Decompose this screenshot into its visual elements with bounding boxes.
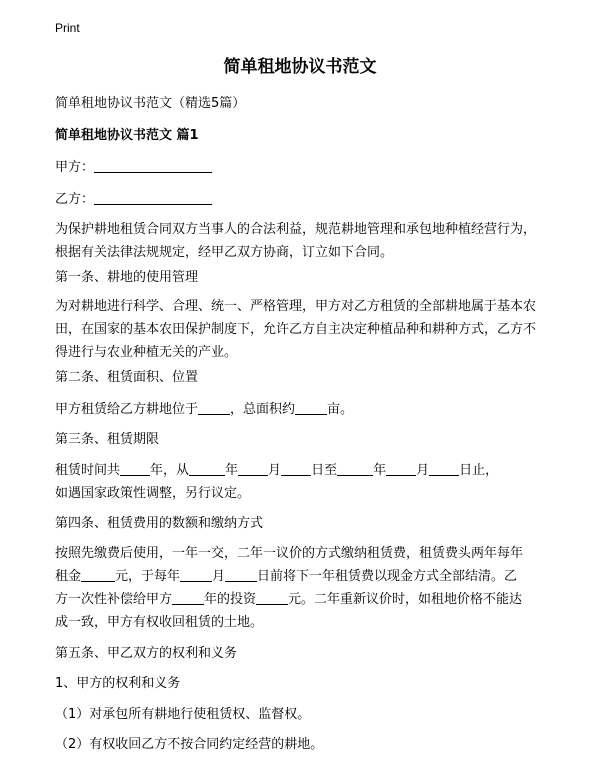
end-day-blank <box>429 461 459 476</box>
article-3-line-1 <box>55 459 547 482</box>
print-link[interactable]: Print <box>55 21 80 35</box>
article-2-title: 第二条、租赁面积、位置 <box>55 370 199 385</box>
fee-text-7: 元。二年重新议价时，如租地价格不能达 <box>288 592 523 607</box>
comp-years-blank <box>172 590 204 605</box>
party-a-blank <box>94 158 212 173</box>
article-1-title: 第一条、耕地的使用管理 <box>55 270 199 285</box>
list-item: （1）对承包所有耕地行使租赁权、监督权。 <box>55 707 311 722</box>
term-text-5: 日至 <box>311 463 338 478</box>
fee-text-6: 年的投资 <box>204 592 257 607</box>
term-text-7: 月 <box>416 463 430 478</box>
term-years-blank <box>120 461 150 476</box>
article-3-line-2: 如遇国家政策性调整，另行议定。 <box>55 486 251 501</box>
fee-text-3: 月 <box>212 569 226 584</box>
party-b-blank <box>94 190 212 205</box>
area-blank <box>295 400 327 415</box>
article-4-title: 第四条、租赁费用的数额和缴纳方式 <box>55 516 264 531</box>
party-a-line <box>55 156 547 179</box>
fee-text-1: 租金 <box>55 569 82 584</box>
start-year-blank <box>189 461 225 476</box>
article-2-text-1: 甲方租赁给乙方耕地位于 <box>55 402 199 417</box>
investment-blank <box>256 590 288 605</box>
document-title: 简单租地协议书范文 <box>223 57 377 77</box>
article-4-line-2 <box>55 565 547 588</box>
end-month-blank <box>386 461 416 476</box>
term-text-6: 年 <box>373 463 387 478</box>
end-year-blank <box>337 461 373 476</box>
start-month-blank <box>238 461 268 476</box>
rent-amount-blank <box>81 567 115 582</box>
article-1-body: 为对耕地进行科学、合理、统一、严格管理，甲方对乙方租赁的全部耕地属于基本农田，在国家的基本农田保护制度下，允许乙方自主决定种植品种和耕种方式，乙方不得进行与农业种植无关的产业。 <box>55 299 537 360</box>
document-subtitle: 简单租地协议书范文（精选5篇） <box>55 96 246 111</box>
term-text-4: 月 <box>268 463 282 478</box>
term-text-2: 年，从 <box>150 463 190 478</box>
intro-paragraph: 为保护耕地租赁合同双方当事人的合法利益，规范耕地管理和承包地种植经营行为，根据有关法律法规规定，经甲乙双方协商，订立如下合同。 <box>55 222 537 260</box>
pay-month-blank <box>180 567 212 582</box>
fee-text-4: 日前将下一年租赁费以现金方式全部结清。乙 <box>257 569 518 584</box>
article-4-line-4: 成一致，甲方有权收回租赁的土地。 <box>55 615 264 630</box>
article-4-line-3 <box>55 588 547 611</box>
party-a-rights-title: 1、甲方的权利和义务 <box>55 676 181 691</box>
pay-day-blank <box>225 567 257 582</box>
article-5-title: 第五条、甲乙双方的权利和义务 <box>55 646 238 661</box>
article-4-line-1: 按照先缴费后使用，一年一交，二年一议价的方式缴纳租赁费，租赁费头两年每年 <box>55 546 524 561</box>
party-a-label: 甲方： <box>55 160 95 175</box>
article-3-title: 第三条、租赁期限 <box>55 432 160 447</box>
party-b-line <box>55 188 547 211</box>
list-item: （2）有权收回乙方不按合同约定经营的耕地。 <box>55 737 324 752</box>
article-2-body <box>55 398 547 421</box>
start-day-blank <box>281 461 311 476</box>
term-text-3: 年 <box>225 463 239 478</box>
article-2-text-3: 亩。 <box>327 402 354 417</box>
fee-text-2: 元，于每年 <box>115 569 181 584</box>
article-2-text-2: ，总面积约 <box>230 402 296 417</box>
party-b-label: 乙方： <box>55 192 95 207</box>
term-text-1: 租赁时间共 <box>55 463 121 478</box>
location-blank <box>198 400 230 415</box>
section-heading: 简单租地协议书范文 篇1 <box>55 128 199 143</box>
fee-text-5: 方一次性补偿给甲方 <box>55 592 173 607</box>
term-text-8: 日止， <box>459 463 499 478</box>
